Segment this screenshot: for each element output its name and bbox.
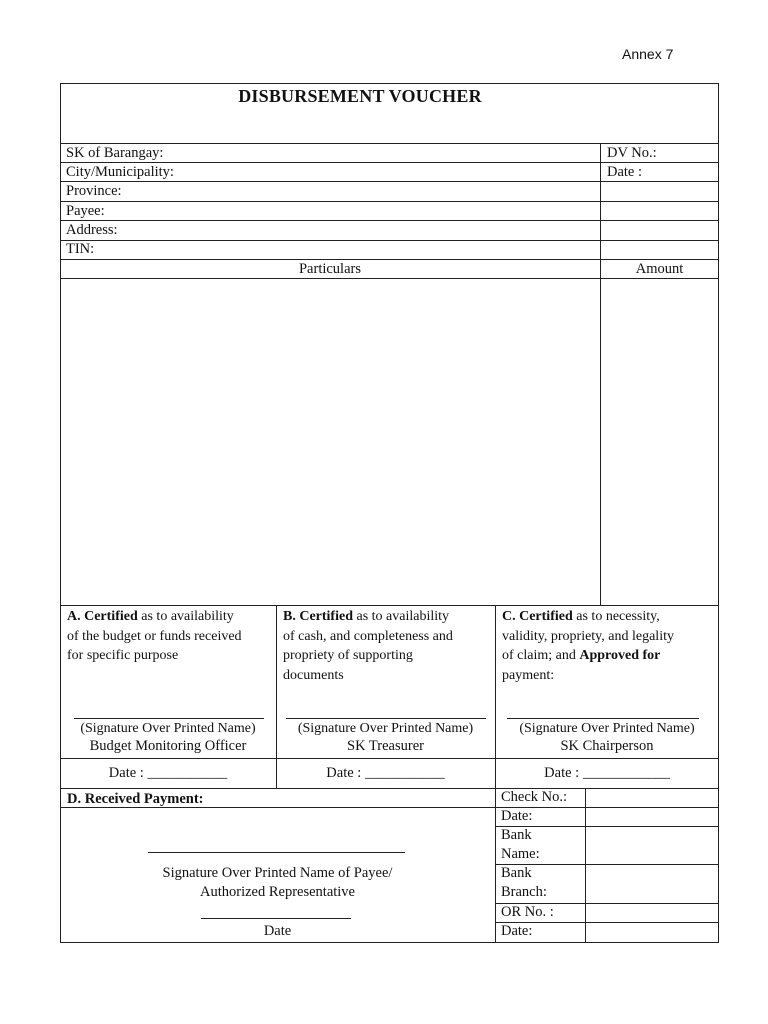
cert-c-sig-caption: (Signature Over Printed Name)	[519, 721, 695, 736]
payee-date-line	[201, 918, 351, 919]
annex-label: Annex 7	[622, 46, 674, 62]
bank-name-label-1: Bank	[501, 827, 532, 843]
payee-sig-caption-1: Signature Over Printed Name of Payee/	[162, 865, 393, 881]
cert-b-sig-caption: (Signature Over Printed Name)	[297, 721, 474, 736]
bank-branch-label-2: Branch:	[501, 884, 547, 900]
amount-header: Amount	[635, 261, 684, 277]
or-no-label: OR No. :	[501, 904, 554, 920]
bank-name-label-2: Name:	[501, 846, 540, 862]
voucher-frame	[60, 83, 719, 942]
date-label: Date :	[607, 164, 643, 180]
cert-c-date: Date : ____________	[544, 765, 670, 781]
city-label: City/Municipality:	[66, 164, 174, 180]
payee-label: Payee:	[66, 203, 105, 219]
cert-b-date: Date : ___________	[326, 765, 445, 781]
payee-sig-caption-2: Authorized Representative	[199, 884, 355, 900]
cert-b-text: B. Certified as to availability of cash, and completeness and propriety of supporting documents	[283, 609, 453, 683]
or-date-label: Date:	[501, 923, 533, 939]
check-date-label: Date:	[501, 808, 533, 824]
cert-a-date: Date : ___________	[108, 765, 228, 781]
sk-barangay-label: SK of Barangay:	[66, 145, 164, 161]
province-label: Province:	[66, 183, 122, 199]
payee-signature-line	[148, 852, 405, 853]
address-label: Address:	[66, 222, 118, 238]
payee-date-label: Date	[263, 923, 292, 939]
cert-c-signature-line	[507, 718, 699, 719]
cert-b-role: SK Treasurer	[347, 738, 424, 754]
bank-branch-label-1: Bank	[501, 865, 532, 881]
cert-a-sig-caption: (Signature Over Printed Name)	[80, 721, 256, 736]
cert-a-signature-line	[74, 718, 264, 719]
received-payment-label: D. Received Payment:	[67, 791, 204, 807]
cert-c-text: C. Certified as to necessity, validity, propriety, and legality of claim; and Approved for payment:	[502, 609, 674, 683]
cert-a-role: Budget Monitoring Officer	[89, 738, 247, 754]
cert-c-role: SK Chairperson	[560, 738, 654, 754]
particulars-header: Particulars	[298, 261, 361, 277]
cert-b-signature-line	[286, 718, 486, 719]
voucher-title: DISBURSEMENT VOUCHER	[238, 86, 482, 106]
check-no-label: Check No.:	[501, 789, 568, 805]
cert-a-text: A. Certified as to availability of the budget or funds received for specific purpose	[67, 609, 242, 663]
tin-label: TIN:	[66, 241, 95, 257]
dv-no-label: DV No.:	[607, 145, 657, 161]
